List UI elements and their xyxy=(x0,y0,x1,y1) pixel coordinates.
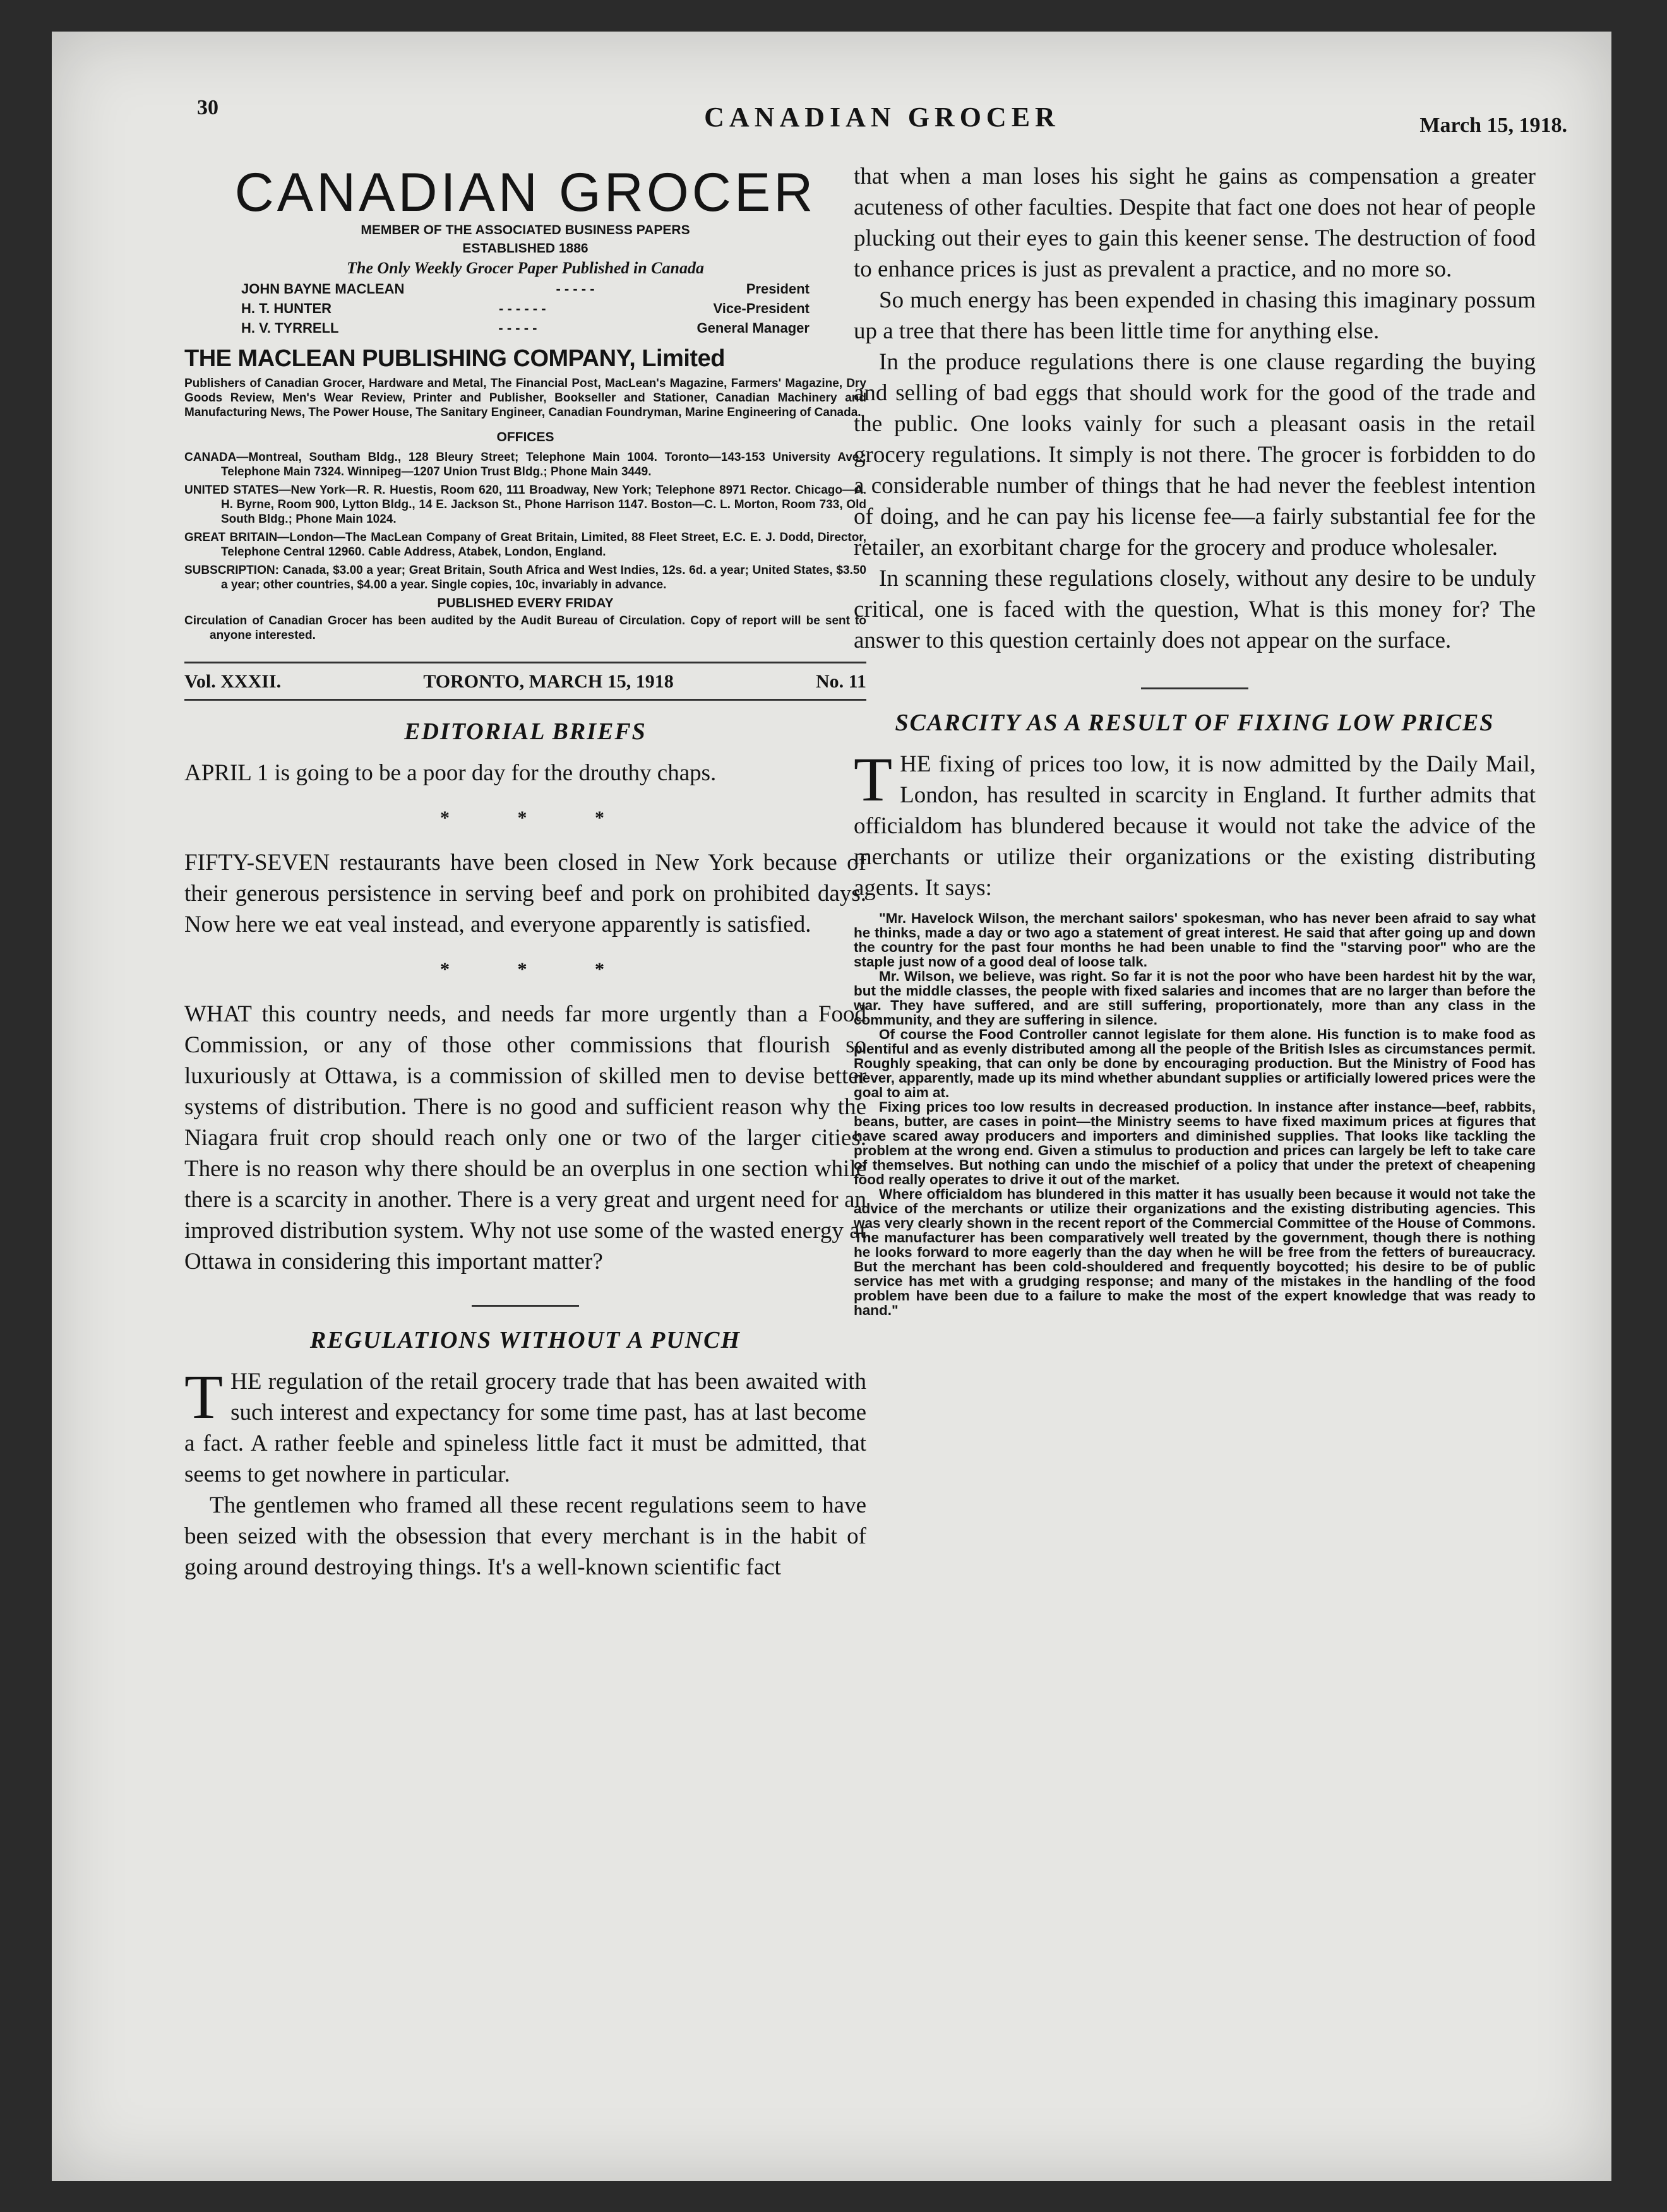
drop-cap: T xyxy=(184,1362,224,1432)
brief-item: FIFTY-SEVEN restaurants have been closed in New York because of their generous persistence in serving beef and pork on prohibited days. Now here we eat veal instead, and everyone apparently is satisfied. xyxy=(184,850,866,938)
officer-name: JOHN BAYNE MACLEAN xyxy=(241,281,405,297)
separator-stars: * * * xyxy=(440,807,636,829)
brief-item: WHAT this country needs, and needs far more urgently than a Food Commission, or any of those other commissions that flourish so luxuriously at Ottawa, is a commission of skilled men to devise better systems of distribution. There is no good and sufficient reason why the Niagara fruit crop should reach only one or two of the larger cities. There is no reason why there should be an overplus in one section while there is a scarcity in another. There is a very great and urgent need for an improved distribution system. Why not use some of the wasted energy at Ottawa in considering this important matter? xyxy=(184,1001,866,1275)
left-column xyxy=(184,158,866,1583)
regulations-article-start xyxy=(184,1362,866,1583)
officer-dashes: - - - - - xyxy=(498,320,537,336)
separator-stars: * * * xyxy=(440,959,636,980)
editorial-briefs xyxy=(184,758,866,1277)
tagline: The Only Weekly Grocer Paper Published in Canada xyxy=(347,259,704,278)
article-paragraph: The gentlemen who framed all these recent regulations seem to have been seized with the obsession that every merchant is in the habit of going around destroying things. It's a well-known scientific fact xyxy=(184,1492,866,1581)
circulation-note: Circulation of Canadian Grocer has been audited by the Audit Bureau of Circulation. Copy of report will be sent to anyone interested. xyxy=(184,614,866,643)
publishers-list: Publishers of Canadian Grocer, Hardware and Metal, The Financial Post, MacLean's Magazine, Farmers' Magazine, Dry Goods Review, Men's Wear Review, Printer and Publisher, Bookseller and Stationer, Canadian Machinery and Manufacturing News, The Power House, The Sanitary Engineer, Canadian Foundryman, Marine Engineering of Canada. xyxy=(184,377,866,420)
quote-paragraph: Mr. Wilson, we believe, was right. So far it is not the poor who have been hardest hit by the war, but the middle classes, the people with fixed salaries and incomes that are no larger than before the war. They have suffered, and are still suffering, proportionately, more than any class in the community, and they are suffering in silence. xyxy=(854,968,1536,1028)
officer-row xyxy=(184,299,866,318)
officer-role: General Manager xyxy=(696,320,810,336)
section-divider xyxy=(472,1305,579,1307)
issue-number: No. 11 xyxy=(815,671,866,693)
article-paragraph: that when a man loses his sight he gains as compensation a greater acuteness of other faculties. Despite that fact one does not hear of people plucking out their eyes to gain this keener sense. The destruction of food to enhance prices is just as prevalent a practice, and no more so. xyxy=(854,164,1536,282)
quote-paragraph: Where officialdom has blundered in this matter it has usually been because it would not take the advice of the merchants or utilize their organizations and the existing distributing agencies. This was very clearly shown in the recent report of the Commercial Committee of the House of Commons. The manufacturer has been comparatively well treated by the government, though there is nothing he looks forward to more eagerly than the day when he will be free from the fetters of bureaucracy. But the merchant has been cold-shouldered and frequently boycotted; his desire to be of public service has met with a grudging response; and many of the mistakes in the handling of the food problem have been due to a failure to make the most of the expert knowledge that was ready to hand." xyxy=(854,1186,1536,1318)
masthead-title: CANADIAN GROCER xyxy=(234,162,816,223)
officer-role: President xyxy=(746,281,810,297)
volume-line xyxy=(184,662,866,701)
scarcity-heading: SCARCITY AS A RESULT OF FIXING LOW PRICES xyxy=(895,710,1495,736)
quote-paragraph: "Mr. Havelock Wilson, the merchant sailors' spokesman, who has never been afraid to say what he thinks, made a day or two ago a statement of great interest. He said that after going up and down the country for the past four months he had been unable to find the "starving poor" who are the staple just now of a good deal of loose talk. xyxy=(854,910,1536,970)
running-head xyxy=(197,63,1567,137)
regulations-heading: REGULATIONS WITHOUT A PUNCH xyxy=(309,1327,741,1354)
offices-heading: OFFICES xyxy=(496,430,554,445)
newspaper-page xyxy=(52,32,1611,2181)
quote-paragraph: Of course the Food Controller cannot legislate for them alone. His function is to make food as plentiful and as evenly distributed among all the people of the British Isles as circumstances permit. Roughly speaking, that can only be done by encouraging production. But the Ministry of Food has never, apparently, made up its mind whether abundant supplies or artificially lowered prices were the goal to aim at. xyxy=(854,1026,1536,1100)
section-divider xyxy=(1141,687,1248,689)
scarcity-intro xyxy=(854,744,1536,903)
volume-number: Vol. XXXII. xyxy=(184,671,282,693)
officer-row xyxy=(184,279,866,299)
member-line: MEMBER OF THE ASSOCIATED BUSINESS PAPERS xyxy=(361,223,690,238)
officer-name: H. V. TYRRELL xyxy=(241,320,339,336)
right-column xyxy=(854,161,1536,1317)
drop-cap: T xyxy=(854,744,893,814)
brief-item: APRIL 1 is going to be a poor day for the drouthy chaps. xyxy=(184,760,717,787)
established-line: ESTABLISHED 1886 xyxy=(462,241,589,256)
editorial-briefs-heading: EDITORIAL BRIEFS xyxy=(404,718,647,746)
article-paragraph: In scanning these regulations closely, without any desire to be unduly critical, one is faced with the question, What is this money for? The answer to this question certainly does not appear on the surface. xyxy=(854,566,1536,653)
office-entry: UNITED STATES—New York—R. R. Huestis, Room 620, 111 Broadway, New York; Telephone 8971 Rector. Chicago—A. H. Byrne, Room 900, Lytton Bldg., 14 E. Jackson St., Phone Harrison 1147. Boston—C. L. Morton, Room 733, Old South Bldg.; Phone Main 1024. xyxy=(184,484,866,526)
place-date: TORONTO, MARCH 15, 1918 xyxy=(423,671,674,693)
published-line: PUBLISHED EVERY FRIDAY xyxy=(437,596,614,611)
issue-date: March 15, 1918. xyxy=(1419,114,1567,137)
officer-role: Vice-President xyxy=(713,300,810,317)
officer-dashes: - - - - - - xyxy=(499,300,546,317)
article-paragraph: HE fixing of prices too low, it is now admitted by the Daily Mail, London, has resulted in scarcity in England. It further admits that officialdom has blundered because it would not take the advice of the merchants or utilize their organizations or the existing distributing agents. It says: xyxy=(854,751,1536,901)
article-paragraph: In the produce regulations there is one clause regarding the buying and selling of bad eggs that should work for the good of the trade and the public. One looks vainly for such a pleasant oasis in the retail grocery regulations. It simply is not there. The grocer is forbidden to do a considerable number of things that he had never the feeblest intention of doing, and he can pay his license fee—a fairly substantial fee for the retailer, an exorbitant charge for the grocery and produce wholesaler. xyxy=(854,349,1536,561)
quote-paragraph: Fixing prices too low results in decreased production. In instance after instance—beef, rabbits, beans, butter, are cases in point—the Ministry seems to have fixed maximum prices at figures that have scared away producers and importers and diminished supplies. That looks like tackling the problem at the wrong end. Given a stimulus to production and prices can largely be left to take care of themselves. But nothing can undo the mischief of a policy that under the pretext of cheapening food really operates to drive it out of the market. xyxy=(854,1099,1536,1187)
article-paragraph: So much energy has been expended in chasing this imaginary possum up a tree that there has been little time for anything else. xyxy=(854,287,1536,344)
daily-mail-quote xyxy=(854,911,1536,1317)
page-number: 30 xyxy=(197,96,218,119)
running-title: CANADIAN GROCER xyxy=(704,102,1060,133)
office-entry: CANADA—Montreal, Southam Bldg., 128 Bleury Street; Telephone Main 1004. Toronto—143-153 University Ave.; Telephone Main 7324. Winnipeg—1207 Union Trust Bldg.; Phone Main 3449. xyxy=(184,451,866,479)
article-paragraph: HE regulation of the retail grocery trade that has been awaited with such interest and expectancy for some time past, has at last become a fact. A rather feeble and spineless little fact it must be admitted, that seems to get nowhere in particular. xyxy=(184,1369,866,1488)
company-name: THE MACLEAN PUBLISHING COMPANY, Limited xyxy=(184,345,725,372)
subscription-entry: SUBSCRIPTION: Canada, $3.00 a year; Great Britain, South Africa and West Indies, 12s. 6d. a year; United States, $3.50 a year; other countries, $4.00 a year. Single copies, 10c, invariably in advance. xyxy=(184,564,866,592)
officer-name: H. T. HUNTER xyxy=(241,300,332,317)
office-entry: GREAT BRITAIN—London—The MacLean Company of Great Britain, Limited, 88 Fleet Street, E.C. E. J. Dodd, Director, Telephone Central 12960. Cable Address, Atabek, London, England. xyxy=(184,531,866,559)
officer-dashes: - - - - - xyxy=(556,281,595,297)
regulations-article-continued xyxy=(854,161,1536,656)
officer-row xyxy=(184,318,866,338)
